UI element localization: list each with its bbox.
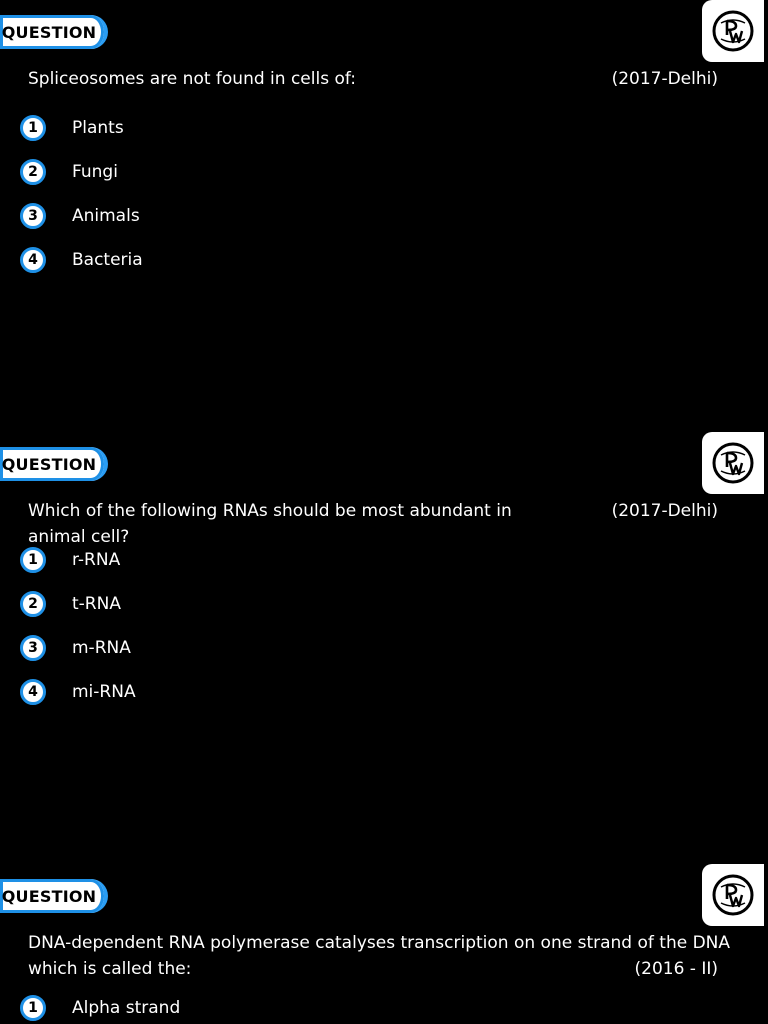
option-label: mi-RNA: [72, 682, 136, 702]
question-text: DNA-dependent RNA polymerase catalyses transcription on one strand of the DNA which is called the:: [28, 933, 731, 979]
question-source: (2016 - II): [634, 959, 718, 979]
option-3[interactable]: [20, 626, 136, 670]
option-1[interactable]: [20, 538, 136, 582]
question-block-3: [0, 864, 768, 1024]
option-number: 1: [20, 547, 46, 573]
option-label: Animals: [72, 206, 140, 226]
question-badge: [0, 15, 108, 49]
option-label: m-RNA: [72, 638, 131, 658]
question-badge: [0, 447, 108, 481]
option-number: 4: [20, 679, 46, 705]
question-source: (2017-Delhi): [611, 69, 718, 89]
option-number: 1: [20, 995, 46, 1021]
option-label: Plants: [72, 118, 124, 138]
question-badge-label: QUESTION: [1, 454, 97, 474]
option-number: 3: [20, 203, 46, 229]
pw-logo-icon: [702, 432, 764, 494]
question-badge: [0, 879, 108, 913]
option-number: 2: [20, 159, 46, 185]
options-list: [20, 986, 180, 1024]
option-label: Bacteria: [72, 250, 143, 270]
option-4[interactable]: [20, 238, 143, 282]
question-block-2: [0, 432, 768, 864]
question-badge-label: QUESTION: [1, 22, 97, 42]
pw-logo-icon: [702, 0, 764, 62]
question-badge-label: QUESTION: [1, 886, 97, 906]
question-text: Spliceosomes are not found in cells of:: [28, 69, 356, 89]
option-3[interactable]: [20, 194, 143, 238]
option-2[interactable]: [20, 582, 136, 626]
option-number: 3: [20, 635, 46, 661]
options-list: [20, 106, 143, 282]
option-label: r-RNA: [72, 550, 121, 570]
option-2[interactable]: [20, 150, 143, 194]
option-4[interactable]: [20, 670, 136, 714]
option-number: 1: [20, 115, 46, 141]
question-source: (2017-Delhi): [611, 501, 718, 521]
question-text: Which of the following RNAs should be most abundant in animal cell?: [28, 501, 512, 547]
option-number: 2: [20, 591, 46, 617]
pw-logo-icon: [702, 864, 764, 926]
option-1[interactable]: [20, 106, 143, 150]
option-1[interactable]: [20, 986, 180, 1024]
option-label: Alpha strand: [72, 998, 181, 1018]
options-list: [20, 538, 136, 714]
option-label: Fungi: [72, 162, 118, 182]
question-block-1: [0, 0, 768, 432]
option-label: t-RNA: [72, 594, 121, 614]
option-number: 4: [20, 247, 46, 273]
